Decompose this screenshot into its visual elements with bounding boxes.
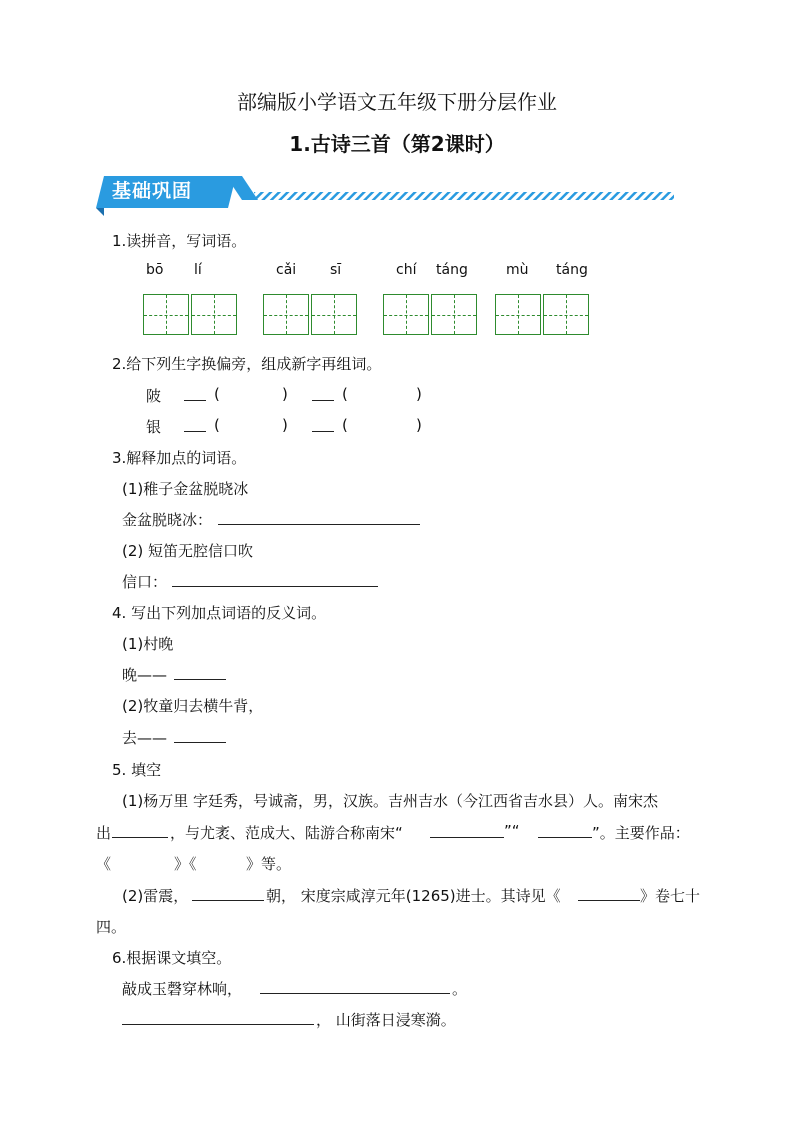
writing-grid-box[interactable] <box>495 294 541 335</box>
q5-p1-text: ”“ <box>504 822 520 840</box>
q5-p2-text: (2)雷震， <box>122 887 189 905</box>
q5-p1-text: ，与尤袤、范成大、陆游合称南宋“ <box>170 824 403 842</box>
answer-line[interactable] <box>218 524 420 525</box>
q4-item-1: (1)村晚 <box>122 635 174 653</box>
close-paren: ) <box>416 385 422 403</box>
q3-item-1: (1)稚子金盆脱晓冰 <box>122 480 249 498</box>
close-paren: ) <box>282 385 288 403</box>
lesson-subtitle: 1.古诗三首（第2课时） <box>289 132 505 156</box>
answer-blank[interactable] <box>184 400 206 401</box>
q5-p1-text: ”。主要作品： <box>592 824 690 842</box>
answer-blank[interactable] <box>430 837 504 838</box>
open-paren: ( <box>214 385 220 403</box>
q3-item-2-label: 信口： <box>122 573 168 591</box>
answer-blank[interactable] <box>312 431 334 432</box>
close-paren: ) <box>416 416 422 434</box>
pinyin-1: bō <box>146 262 164 278</box>
pinyin-5: chí <box>396 262 417 278</box>
answer-blank[interactable] <box>174 679 226 680</box>
writing-grid-box[interactable] <box>383 294 429 335</box>
answer-line[interactable] <box>260 993 450 994</box>
q6-line-1: 敲成玉磬穿林响， <box>122 980 243 998</box>
answer-blank[interactable] <box>112 837 168 838</box>
q5-p2-text: 》卷七十 <box>640 887 701 905</box>
q5-p1-text: 》等。 <box>246 855 292 873</box>
answer-blank[interactable] <box>538 837 592 838</box>
q5-p1-text: 出 <box>96 824 112 842</box>
q5-p1-line1: (1)杨万里 字廷秀，号诚斋，男，汉族。吉州吉水（今江西省吉水县）人。南宋杰 <box>122 792 659 810</box>
q5-prompt: 5. 填空 <box>112 761 162 779</box>
writing-grid-box[interactable] <box>543 294 589 335</box>
page-title: 部编版小学语文五年级下册分层作业 <box>237 90 557 114</box>
open-paren: ( <box>342 385 348 403</box>
pinyin-3: cǎi <box>276 262 297 278</box>
q4-item-1-answer: 晚—— <box>122 666 168 684</box>
answer-blank[interactable] <box>174 742 226 743</box>
q5-p1-text: 》《 <box>174 855 197 873</box>
q2-char-1: 陂 <box>146 387 162 405</box>
q2-prompt: 2.给下列生字换偏旁，组成新字再组词。 <box>112 355 382 373</box>
answer-blank[interactable] <box>578 900 640 901</box>
q5-p1-text: 《 <box>96 855 112 873</box>
pinyin-4: sī <box>330 262 342 278</box>
q4-item-2-answer: 去—— <box>122 729 168 747</box>
open-paren: ( <box>214 416 220 434</box>
answer-blank[interactable] <box>312 400 334 401</box>
q3-prompt: 3.解释加点的词语。 <box>112 449 247 467</box>
q1-prompt: 1.读拼音，写词语。 <box>112 232 247 250</box>
writing-grid-box[interactable] <box>431 294 477 335</box>
q4-prompt: 4. 写出下列加点词语的反义词。 <box>112 604 327 622</box>
pinyin-8: táng <box>556 262 588 278</box>
q4-item-2: (2)牧童归去横牛背， <box>122 697 264 715</box>
answer-line[interactable] <box>122 1024 314 1025</box>
pinyin-2: lí <box>194 262 202 278</box>
pinyin-6: táng <box>436 262 468 278</box>
answer-line[interactable] <box>172 586 378 587</box>
open-paren: ( <box>342 416 348 434</box>
writing-grid-box[interactable] <box>143 294 189 335</box>
close-paren: ) <box>282 416 288 434</box>
q6-line-2: ， 山街落日浸寒漪。 <box>316 1011 456 1029</box>
pinyin-7: mù <box>506 262 529 278</box>
writing-grid-box[interactable] <box>263 294 309 335</box>
q2-char-2: 银 <box>146 418 162 436</box>
q5-p2-text: 朝， 宋度宗咸淳元年(1265)进士。其诗见《 <box>266 887 561 905</box>
q3-item-2: (2) 短笛无腔信口吹 <box>122 542 254 560</box>
q3-item-1-label: 金盆脱晓冰： <box>122 511 213 529</box>
q5-p2-text: 四。 <box>96 918 127 936</box>
writing-grid-box[interactable] <box>191 294 237 335</box>
q6-line-1-end: 。 <box>452 980 468 998</box>
q6-prompt: 6.根据课文填空。 <box>112 949 232 967</box>
answer-blank[interactable] <box>184 431 206 432</box>
section-label: 基础巩固 <box>112 180 193 202</box>
writing-grid-box[interactable] <box>311 294 357 335</box>
answer-blank[interactable] <box>192 900 264 901</box>
